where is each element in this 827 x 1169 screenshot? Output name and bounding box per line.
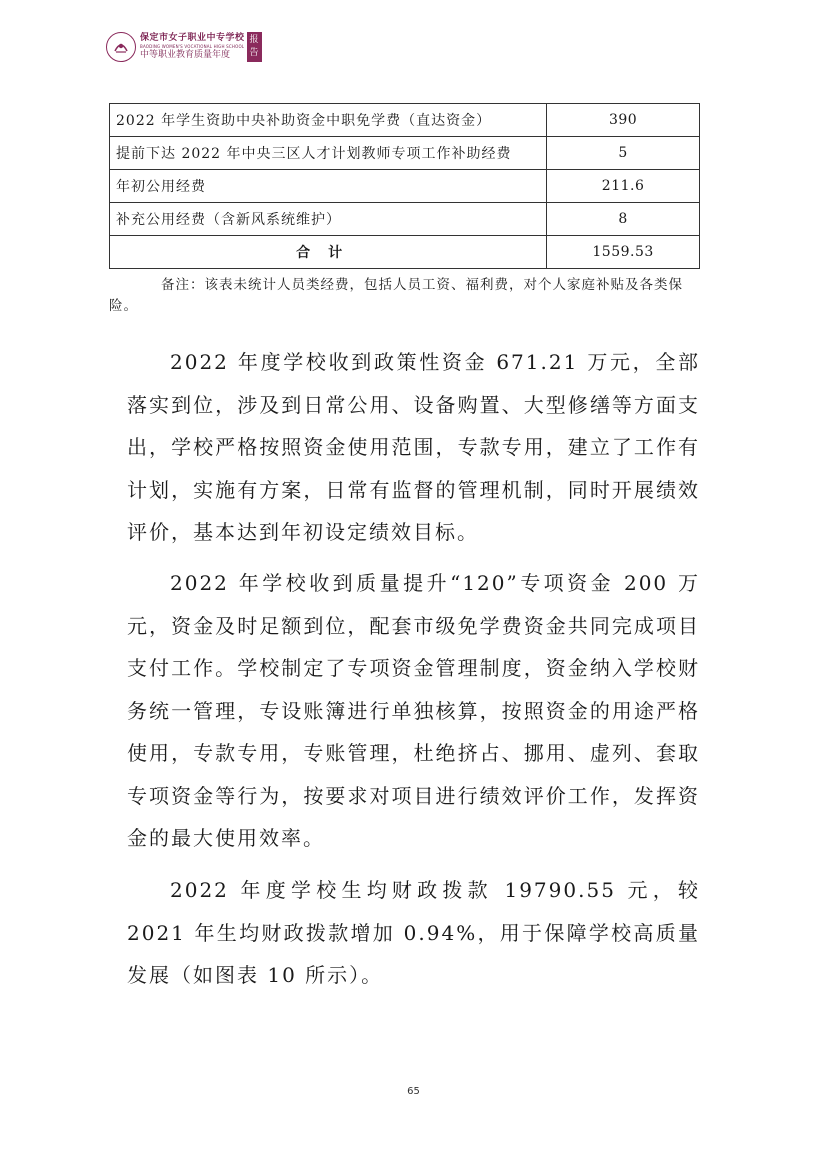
table-total-row — [110, 236, 700, 269]
table-cell-item: 年初公用经费 — [110, 170, 547, 203]
body-paragraph: 2022 年度学校收到政策性资金 671.21 万元，全部落实到位，涉及到日常公用、设备购置、大型修缮等方面支出，学校严格按照资金使用范围，专款专用，建立了工作有计划，实施有方案，日常有监督的管理机制，同时开展绩效评价，基本达到年初设定绩效目标。 — [127, 350, 700, 544]
table-cell-amount: 5 — [547, 137, 700, 170]
body-paragraph: 2022 年学校收到质量提升“120”专项资金 200 万元，资金及时足额到位，配套市级免学费资金共同完成项目支付工作。学校制定了专项资金管理制度，资金纳入学校财务统一管理，专设账簿进行单独核算，按照资金的用途严格使用，专款专用，专账管理，杜绝挤占、挪用、虚列、套取专项资金等行为，按要求对项目进行绩效评价工作，发挥资金的最大使用效率。 — [127, 571, 700, 850]
table-row — [110, 137, 700, 170]
page-number: 65 — [407, 1086, 420, 1097]
table-row — [110, 203, 700, 236]
body-paragraph: 2022 年度学校生均财政拨款 19790.55 元，较 2021 年生均财政拨款增加 0.94%，用于保障学校高质量发展（如图表 10 所示）。 — [127, 878, 700, 987]
table-cell-amount: 211.6 — [547, 170, 700, 203]
school-name-en: BAODING WOMEN'S VOCATIONAL HIGH SCHOOL — [140, 44, 245, 49]
table-cell-amount: 390 — [547, 104, 700, 137]
table-row — [110, 170, 700, 203]
page-header — [106, 30, 262, 64]
table-cell-item: 补充公用经费（含新风系统维护） — [110, 203, 547, 236]
school-name-block — [140, 34, 245, 60]
school-name: 保定市女子职业中专学校 — [140, 33, 245, 43]
table-row — [110, 104, 700, 137]
table-note: 备注：该表未统计人员类经费，包括人员工资、福利费，对个人家庭补贴及各类保险。 — [109, 277, 683, 314]
school-logo-icon — [106, 32, 136, 62]
report-subtitle: 中等职业教育质量年度 — [140, 50, 231, 60]
table-total-label: 合计 — [110, 236, 547, 269]
report-badge: 报告 — [247, 32, 262, 62]
table-cell-item: 2022 年学生资助中央补助资金中职免学费（直达资金） — [110, 104, 547, 137]
table-total-amount: 1559.53 — [547, 236, 700, 269]
table-cell-amount: 8 — [547, 203, 700, 236]
table-cell-item: 提前下达 2022 年中央三区人才计划教师专项工作补助经费 — [110, 137, 547, 170]
funding-table — [109, 103, 700, 269]
